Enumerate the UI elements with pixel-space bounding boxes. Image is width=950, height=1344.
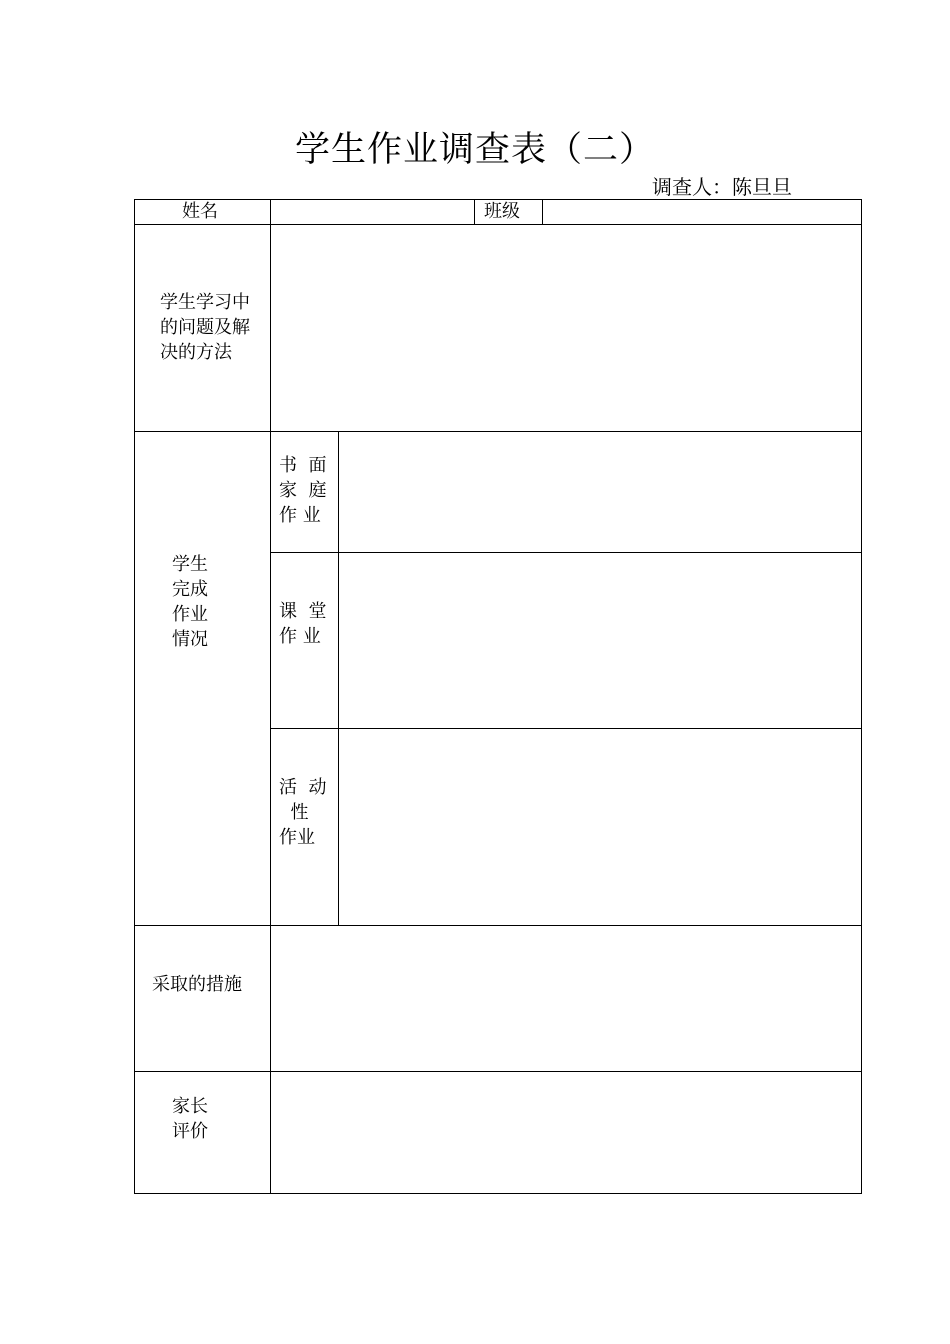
class-label: 班级 [484,201,520,222]
class-label-left-divider [474,199,475,225]
class-value-cell[interactable] [543,200,861,224]
page-title: 学生作业调查表（二） [294,130,655,170]
written-homework-cell[interactable] [339,432,861,552]
parent-evaluation-cell[interactable] [271,1072,861,1193]
problems-content-cell[interactable] [271,225,861,431]
measures-content-cell[interactable] [271,926,861,1071]
name-label: 姓名 [182,201,218,222]
parent-evaluation-label: 家长 评价 [172,1096,208,1142]
investigator-line: 调查人：陈旦旦 [652,175,792,199]
classwork-cell[interactable] [339,553,861,728]
name-value-cell[interactable] [271,200,474,224]
survey-form-table [134,199,862,1194]
written-homework-label: 书 面 家 庭 作 业 [279,455,327,526]
activity-homework-label: 活 动 性 作业 [279,777,327,848]
measures-label: 采取的措施 [152,974,242,995]
activity-homework-cell[interactable] [339,729,861,925]
completion-label: 学生 完成 作业 情况 [172,554,208,650]
table-border-left [134,199,135,1194]
problems-label: 学生学习中 的问题及解 决的方法 [160,292,250,363]
table-border-bottom [134,1193,862,1194]
table-border-right [861,199,862,1194]
classwork-label: 课 堂 作 业 [279,601,327,647]
